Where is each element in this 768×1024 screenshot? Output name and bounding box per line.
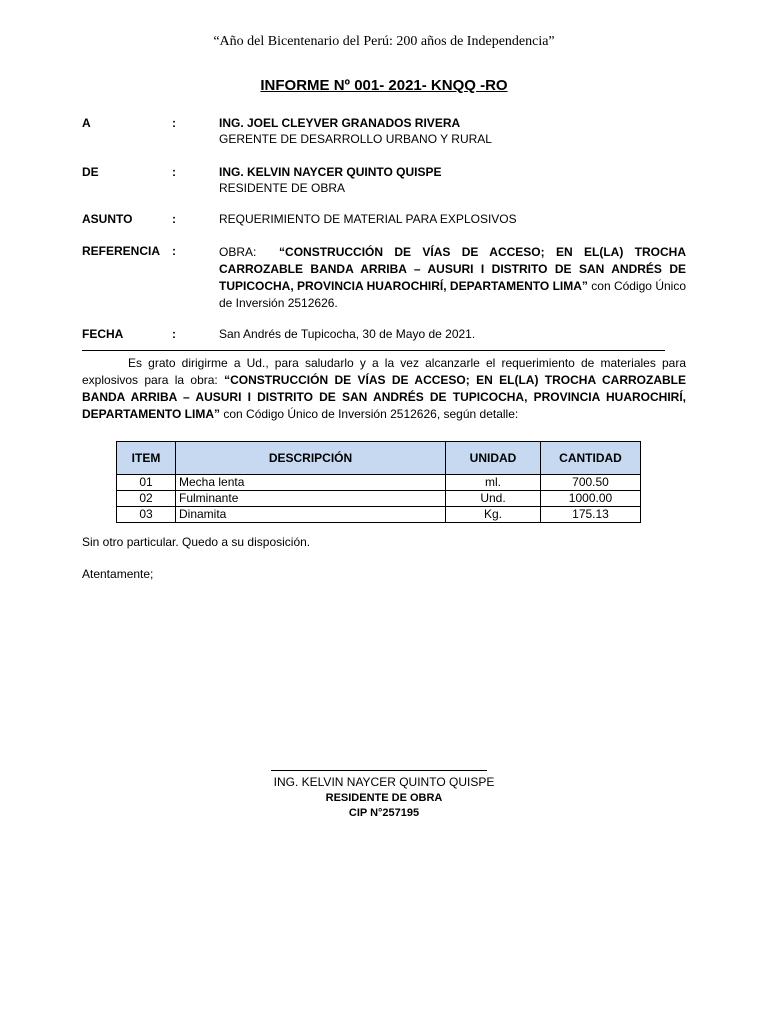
row-item: 02 — [117, 491, 176, 507]
row-item: 01 — [117, 475, 176, 491]
row-descripcion: Mecha lenta — [176, 475, 446, 491]
field-referencia-label: REFERENCIA — [82, 244, 161, 258]
closing-line: Sin otro particular. Quedo a su disposición. — [82, 535, 311, 549]
table-header-row — [117, 442, 641, 475]
field-de-position: RESIDENTE DE OBRA — [219, 181, 346, 195]
referencia-suffix: con Código Único de Inversión 2512626. — [219, 279, 686, 310]
signature-cip: CIP N°257195 — [348, 807, 420, 819]
header-divider — [82, 350, 665, 351]
motto: “Año del Bicentenario del Perú: 200 años de Independencia” — [213, 34, 555, 49]
body-project: “CONSTRUCCIÓN DE VÍAS DE ACCESO; EN EL(LA) TROCHA CARROZABLE BANDA ARRIBA – AUSURI I DISTRITO DE SAN ANDRÉS DE TUPICOCHA, PROVINCIA HUAROCHIRÍ, DEPARTAMENTO LIMA” — [82, 373, 687, 421]
field-a-label: A — [82, 116, 91, 130]
col-unidad: UNIDAD — [446, 442, 541, 475]
body-intro: Es grato dirigirme a Ud., para saludarlo y a la vez alcanzarle el requerimiento de materiales para explosivos para la obra: — [82, 356, 686, 387]
salutation: Atentamente; — [82, 567, 154, 581]
referencia-project: “CONSTRUCCIÓN DE VÍAS DE ACCESO; EN EL(LA) TROCHA CARROZABLE BANDA ARRIBA – AUSURI I DISTRITO DE SAN ANDRÉS DE TUPICOCHA, PROVINCIA HUAROCHIRÍ, DEPARTAMENTO LIMA” — [219, 245, 686, 293]
table-row — [117, 507, 641, 523]
field-a-name: ING. JOEL CLEYVER GRANADOS RIVERA — [219, 116, 461, 130]
field-asunto-value: REQUERIMIENTO DE MATERIAL PARA EXPLOSIVOS — [219, 212, 517, 226]
row-descripcion: Dinamita — [176, 507, 446, 523]
signature-role: RESIDENTE DE OBRA — [325, 792, 443, 804]
field-de-name: ING. KELVIN NAYCER QUINTO QUISPE — [219, 165, 442, 179]
field-de-label: DE — [82, 165, 99, 179]
col-descripcion: DESCRIPCIÓN — [176, 442, 446, 475]
field-referencia-colon: : — [172, 244, 176, 258]
field-de-colon: : — [172, 165, 176, 179]
row-unidad: Kg. — [446, 507, 541, 523]
signature-line — [271, 770, 487, 771]
materials-table — [116, 441, 641, 523]
field-fecha-colon: : — [172, 327, 176, 341]
report-title: INFORME Nº 001- 2021- KNQQ -RO — [260, 77, 508, 94]
field-a-position: GERENTE DE DESARROLLO URBANO Y RURAL — [219, 132, 492, 146]
body-paragraph — [82, 355, 686, 423]
row-descripcion: Fulminante — [176, 491, 446, 507]
field-a-colon: : — [172, 116, 176, 130]
table-row — [117, 491, 641, 507]
row-unidad: ml. — [446, 475, 541, 491]
body-suffix: con Código Único de Inversión 2512626, según detalle: — [223, 407, 519, 421]
field-referencia-value — [219, 244, 686, 312]
field-fecha-label: FECHA — [82, 327, 124, 341]
row-item: 03 — [117, 507, 176, 523]
field-fecha-value: San Andrés de Tupicocha, 30 de Mayo de 2021. — [219, 327, 476, 341]
col-cantidad: CANTIDAD — [541, 442, 641, 475]
row-cantidad: 175.13 — [541, 507, 641, 523]
row-cantidad: 700.50 — [541, 475, 641, 491]
field-asunto-label: ASUNTO — [82, 212, 133, 226]
table-row — [117, 475, 641, 491]
row-cantidad: 1000.00 — [541, 491, 641, 507]
referencia-prefix: OBRA: — [219, 245, 257, 259]
row-unidad: Und. — [446, 491, 541, 507]
field-asunto-colon: : — [172, 212, 176, 226]
signature-name: ING. KELVIN NAYCER QUINTO QUISPE — [273, 775, 495, 789]
col-item: ITEM — [117, 442, 176, 475]
